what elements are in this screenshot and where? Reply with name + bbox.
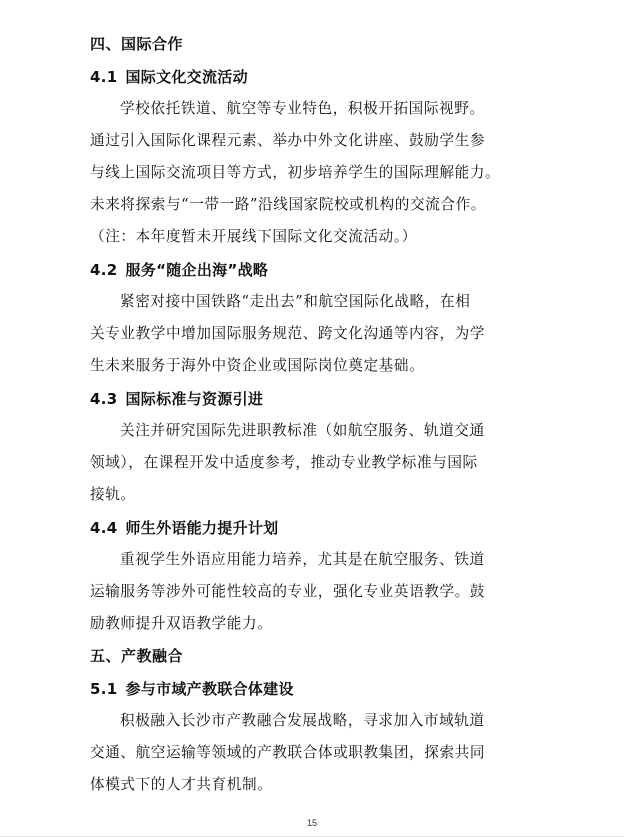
- subsection-title: 国际文化交流活动: [125, 67, 248, 86]
- paragraph-line: 励教师提升双语教学能力。: [90, 615, 273, 632]
- section-heading-text: 五、产教融合: [90, 647, 184, 665]
- subsection-number: 4.2: [90, 260, 118, 279]
- paragraph-4-4: [90, 544, 530, 640]
- paragraph-4-1: [90, 93, 530, 253]
- subsection-heading-4-3: [90, 382, 530, 415]
- page-content: [90, 28, 530, 801]
- page-number: 15: [306, 818, 317, 828]
- subsection-title: 国际标准与资源引进: [125, 389, 264, 408]
- subsection-number: 4.1: [90, 67, 118, 86]
- paragraph-line: 领域），在课程开发中适度参考，推动专业教学标准与国际: [90, 454, 478, 471]
- paragraph-line: 关专业教学中增加国际服务规范、跨文化沟通等内容，为学: [90, 325, 486, 342]
- paragraph-line: 重视学生外语应用能力培养，尤其是在航空服务、铁道: [120, 551, 485, 568]
- section-heading-industry-education: [90, 640, 530, 672]
- paragraph-line: 未来将探索与“一带一路”沿线国家院校或机构的交流合作。: [90, 196, 486, 213]
- subsection-title: 师生外语能力提升计划: [125, 518, 279, 537]
- paragraph-line: 学校依托铁道、航空等专业特色，积极开拓国际视野。: [120, 100, 485, 117]
- subsection-heading-4-1: [90, 60, 530, 93]
- paragraph-line: 生未来服务于海外中资企业或国际岗位奠定基础。: [90, 357, 425, 374]
- subsection-heading-5-1: [90, 672, 530, 705]
- paragraph-line: 体模式下的人才共育机制。: [90, 776, 273, 793]
- subsection-number: 4.3: [90, 389, 118, 408]
- paragraph-5-1: [90, 705, 530, 801]
- paragraph-line: 与线上国际交流项目等方式，初步培养学生的国际理解能力。: [90, 164, 501, 181]
- paragraph-line: 接轨。: [90, 486, 136, 503]
- subsection-title: 服务“随企出海”战略: [125, 260, 269, 279]
- section-heading-text: 四、国际合作: [90, 35, 184, 53]
- paragraph-line: （注：本年度暂未开展线下国际文化交流活动。）: [90, 228, 417, 245]
- paragraph-4-2: [90, 286, 530, 382]
- subsection-heading-4-2: [90, 253, 530, 286]
- paragraph-line: 紧密对接中国铁路“走出去”和航空国际化战略，在相: [120, 293, 471, 310]
- subsection-heading-4-4: [90, 511, 530, 544]
- section-heading-international-cooperation: [90, 28, 530, 60]
- paragraph-line: 通过引入国际化课程元素、举办中外文化讲座、鼓励学生参: [90, 132, 486, 149]
- paragraph-line: 关注并研究国际先进职教标准（如航空服务、轨道交通: [120, 422, 485, 439]
- paragraph-line: 运输服务等涉外可能性较高的专业，强化专业英语教学。鼓: [90, 583, 486, 600]
- paragraph-line: 积极融入长沙市产教融合发展战略，寻求加入市域轨道: [120, 712, 485, 729]
- paragraph-4-3: [90, 415, 530, 511]
- subsection-title: 参与市域产教联合体建设: [125, 679, 294, 698]
- subsection-number: 5.1: [90, 679, 118, 698]
- paragraph-line: 交通、航空运输等领域的产教联合体或职教集团，探索共同: [90, 744, 486, 761]
- subsection-number: 4.4: [90, 518, 118, 537]
